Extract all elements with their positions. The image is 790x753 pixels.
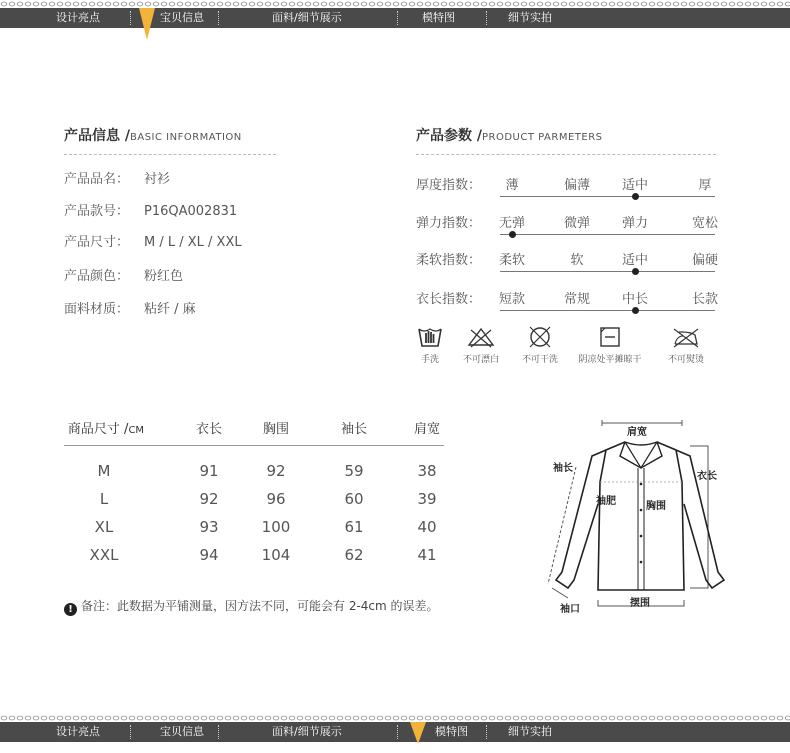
info-title bbox=[64, 125, 242, 145]
param-option: 柔软 bbox=[498, 253, 526, 268]
size-cell: 96 bbox=[266, 490, 286, 508]
nav-bar-bg bbox=[0, 8, 790, 28]
size-cell: 104 bbox=[261, 546, 291, 564]
param-option: 薄 bbox=[505, 178, 519, 193]
nav-bar-bg bbox=[0, 722, 790, 742]
size-cell: 61 bbox=[344, 518, 364, 536]
size-cell: 59 bbox=[344, 462, 364, 480]
size-cell-label: XL bbox=[94, 518, 114, 536]
nav-separator bbox=[130, 11, 131, 25]
info-row-size: 产品尺寸： M / L / XL / XXL bbox=[64, 235, 242, 250]
param-scale-line bbox=[500, 271, 715, 272]
nav-separator bbox=[486, 11, 487, 25]
params-title-cn: 产品参数 / bbox=[416, 128, 482, 144]
diagram-label-length: 衣长 bbox=[697, 471, 717, 482]
note bbox=[64, 597, 439, 616]
param-option: 适中 bbox=[621, 178, 649, 193]
param-label: 厚度指数： bbox=[416, 178, 482, 193]
chain-border bbox=[0, 0, 790, 8]
size-cell-label: XXL bbox=[89, 546, 119, 564]
size-cell: 100 bbox=[261, 518, 291, 536]
param-selected-marker bbox=[632, 193, 639, 200]
size-cell: 39 bbox=[417, 490, 437, 508]
nav-separator bbox=[218, 725, 219, 739]
diagram-label-armhole: 袖肥 bbox=[596, 496, 616, 507]
shade-dry-flat-icon bbox=[598, 326, 622, 348]
info-row-material: 面料材质： 粘纤 / 麻 bbox=[64, 302, 196, 317]
care-hand-wash: 手洗 bbox=[390, 326, 470, 365]
care-no-dry-clean: 不可干洗 bbox=[500, 326, 580, 365]
nav-item-fabric[interactable]: 面料/细节展示 bbox=[272, 725, 342, 738]
param-option: 微弹 bbox=[563, 216, 591, 231]
active-tab-arrow-icon bbox=[139, 8, 155, 40]
size-cell: 91 bbox=[199, 462, 219, 480]
param-selected-marker bbox=[632, 307, 639, 314]
diagram-label-cuff: 袖口 bbox=[560, 604, 580, 615]
nav-item-info[interactable]: 宝贝信息 bbox=[160, 11, 204, 24]
param-scale-line bbox=[500, 310, 715, 311]
divider bbox=[64, 154, 276, 155]
params-title-en: PRODUCT PARMETERS bbox=[482, 132, 603, 143]
info-title-en: BASIC INFORMATION bbox=[130, 132, 242, 143]
size-header-sleeve: 袖长 bbox=[340, 422, 368, 437]
param-option: 弹力 bbox=[621, 216, 649, 231]
nav-item-detail[interactable]: 细节实拍 bbox=[508, 725, 552, 738]
nav-item-fabric[interactable]: 面料/细节展示 bbox=[272, 11, 342, 24]
nav-item-model[interactable]: 模特图 bbox=[435, 725, 468, 738]
diagram-label-chest: 胸围 bbox=[646, 501, 666, 512]
note-text: 备注：此数据为平铺测量，因方法不同，可能会有 2-4cm 的误差。 bbox=[81, 599, 439, 613]
param-scale-line bbox=[500, 234, 715, 235]
param-option: 长款 bbox=[691, 292, 719, 307]
diagram-label-hem: 摆围 bbox=[630, 598, 650, 609]
nav-separator bbox=[218, 11, 219, 25]
nav-item-model[interactable]: 模特图 bbox=[422, 11, 455, 24]
divider bbox=[416, 154, 716, 155]
info-row-code: 产品款号： P16QA002831 bbox=[64, 204, 238, 219]
param-scale-line bbox=[500, 196, 715, 197]
care-no-bleach: 不可漂白 bbox=[441, 326, 521, 365]
param-selected-marker bbox=[632, 268, 639, 275]
active-tab-arrow-icon bbox=[410, 722, 426, 744]
info-row-color: 产品颜色： 粉红色 bbox=[64, 269, 184, 284]
param-label: 衣长指数： bbox=[416, 292, 482, 307]
nav-separator bbox=[486, 725, 487, 739]
param-option: 无弹 bbox=[498, 216, 526, 231]
no-dry-clean-icon bbox=[527, 326, 553, 348]
size-cell: 38 bbox=[417, 462, 437, 480]
size-header-chest: 胸围 bbox=[262, 422, 290, 437]
size-cell: 40 bbox=[417, 518, 437, 536]
nav-item-design[interactable]: 设计亮点 bbox=[56, 725, 100, 738]
param-option: 中长 bbox=[621, 292, 649, 307]
nav-item-detail[interactable]: 细节实拍 bbox=[508, 11, 552, 24]
param-option: 适中 bbox=[621, 253, 649, 268]
size-table-rule bbox=[64, 445, 444, 446]
param-option: 偏硬 bbox=[691, 253, 719, 268]
size-cell-label: L bbox=[99, 490, 109, 508]
diagram-label-sleeve: 袖长 bbox=[553, 463, 573, 474]
size-header-length: 衣长 bbox=[195, 422, 223, 437]
param-label: 弹力指数： bbox=[416, 216, 482, 231]
params-title bbox=[416, 125, 603, 145]
size-cell: 94 bbox=[199, 546, 219, 564]
size-cell: 41 bbox=[417, 546, 437, 564]
param-option: 偏薄 bbox=[563, 178, 591, 193]
size-header-first: 商品尺寸 /CM bbox=[67, 422, 145, 437]
top-nav bbox=[0, 0, 790, 28]
nav-separator bbox=[397, 11, 398, 25]
nav-separator bbox=[130, 725, 131, 739]
no-bleach-icon bbox=[467, 326, 495, 348]
param-option: 常规 bbox=[563, 292, 591, 307]
size-cell: 92 bbox=[266, 462, 286, 480]
nav-item-design[interactable]: 设计亮点 bbox=[56, 11, 100, 24]
exclamation-icon: ! bbox=[64, 603, 77, 616]
no-iron-icon bbox=[671, 326, 701, 348]
info-row-name: 产品品名： 衬衫 bbox=[64, 172, 171, 187]
hand-wash-icon bbox=[417, 326, 443, 348]
param-label: 柔软指数： bbox=[416, 253, 482, 268]
nav-separator bbox=[397, 725, 398, 739]
param-option: 软 bbox=[570, 253, 584, 268]
shirt-size-diagram bbox=[540, 412, 730, 620]
size-cell: 93 bbox=[199, 518, 219, 536]
bottom-nav bbox=[0, 714, 790, 742]
param-option: 厚 bbox=[698, 178, 712, 193]
care-no-iron: 不可熨烫 bbox=[646, 326, 726, 365]
param-option: 宽松 bbox=[691, 216, 719, 231]
size-cell: 62 bbox=[344, 546, 364, 564]
size-cell: 92 bbox=[199, 490, 219, 508]
care-shade-dry: 阴凉处平摊晾干 bbox=[570, 326, 650, 365]
chain-border bbox=[0, 714, 790, 722]
size-cell: 60 bbox=[344, 490, 364, 508]
size-header-shoulder: 肩宽 bbox=[413, 422, 441, 437]
nav-item-info[interactable]: 宝贝信息 bbox=[160, 725, 204, 738]
size-cell-label: M bbox=[97, 462, 111, 480]
info-title-cn: 产品信息 / bbox=[64, 128, 130, 144]
param-selected-marker bbox=[509, 231, 516, 238]
diagram-label-shoulder: 肩宽 bbox=[627, 427, 647, 438]
param-option: 短款 bbox=[498, 292, 526, 307]
